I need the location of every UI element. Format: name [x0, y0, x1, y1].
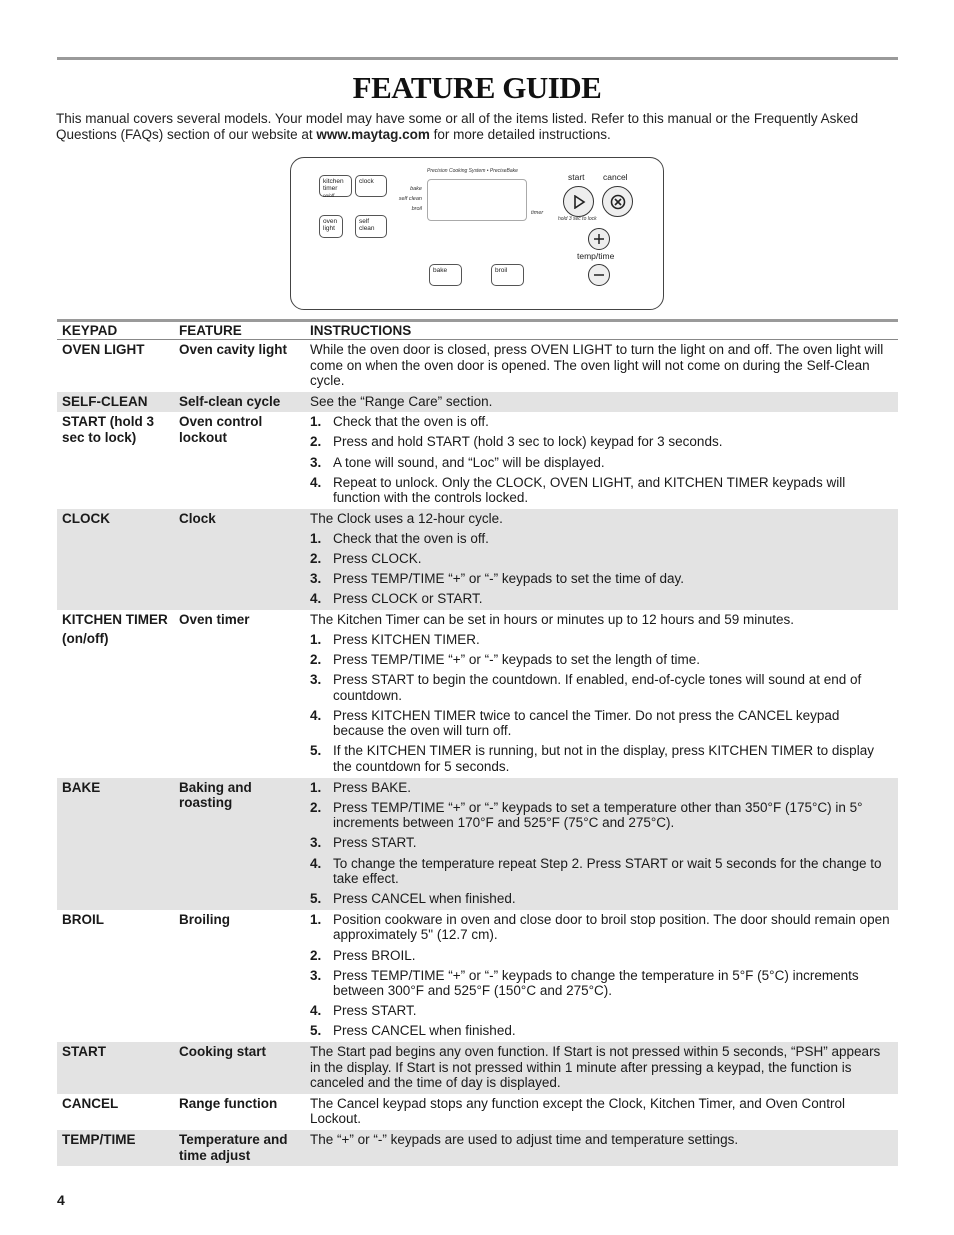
cancel-button [602, 186, 633, 217]
feature-cell: Oven timer [179, 611, 250, 627]
step-text: Press START. [333, 1003, 417, 1019]
keypad-name: BAKE [62, 779, 101, 795]
step-text: Press CLOCK or START. [333, 591, 483, 607]
instruction-text: While the oven door is closed, press OVEN LIGHT to turn the light on and off. The oven light will come on when the oven door is opened. The oven light will not come on during the Self-Clean cycle. [310, 342, 884, 389]
table-row [57, 1042, 898, 1094]
instructions-cell [305, 1044, 898, 1091]
table-body [57, 340, 898, 1166]
step-number: 2. [310, 434, 322, 450]
feature-cell: Baking and roasting [179, 779, 252, 811]
feature-cell: Cooking start [179, 1043, 267, 1059]
instruction-text: The “+” or “-” keypads are used to adjust time and temperature settings. [310, 1131, 739, 1147]
feature-table [57, 322, 898, 1166]
step-text: Press TEMP/TIME “+” or “-” keypads to set a temperature other than 350°F (175°C) in 5° increments between 170°F and 525°F (75°C and 275°C). [333, 799, 863, 831]
instruction-step [310, 414, 890, 430]
keypad-cell [57, 342, 174, 389]
minus-icon [593, 269, 605, 281]
page-number: 4 [57, 1192, 65, 1208]
play-icon [572, 195, 586, 209]
timer-indicator: timer [531, 210, 544, 216]
instruction-step [310, 632, 890, 648]
feature-cell: Oven control lockout [179, 414, 263, 445]
step-number: 2. [310, 799, 322, 815]
temp-time-plus-button [588, 228, 610, 250]
broil-pad [491, 264, 524, 286]
step-text: Repeat to unlock. Only the CLOCK, OVEN LIGHT, and KITCHEN TIMER keypads will function with the controls locked. [333, 474, 846, 506]
header-instructions: INSTRUCTIONS [310, 323, 412, 338]
step-text: Press START. [333, 835, 417, 851]
instruction-step [310, 475, 890, 506]
keypad-cell [57, 612, 174, 775]
top-rule [57, 57, 898, 60]
step-number: 5. [310, 743, 322, 759]
table-row [57, 610, 898, 778]
instruction-step [310, 708, 890, 739]
instruction-step [310, 571, 890, 587]
page-title: FEATURE GUIDE [352, 70, 602, 105]
table-row [57, 340, 898, 392]
clock-label: clock [359, 178, 374, 185]
plus-icon [593, 233, 605, 245]
header-keypad: KEYPAD [62, 323, 118, 338]
step-number: 5. [310, 891, 322, 907]
intro-text: This manual covers several models. Your model may have some or all of the items listed. Refer to this manual or the Frequently Asked Questions (FAQs) section of our website at [56, 111, 859, 142]
kitchen-timer-sub-label: on/off [323, 193, 335, 198]
feature-cell: Self-clean cycle [179, 393, 281, 409]
step-text: Press START to begin the countdown. If enabled, end-of-cycle tones will sound at end of countdown. [333, 672, 862, 703]
instruction-step [310, 780, 890, 796]
keypad-name: CANCEL [62, 1095, 119, 1111]
keypad-cell [57, 394, 174, 410]
instruction-step [310, 531, 890, 547]
panel-display [427, 179, 527, 221]
start-button [563, 186, 594, 217]
oven-light-pad [319, 215, 343, 238]
keypad-cell [57, 780, 174, 907]
instruction-step [310, 455, 890, 471]
self-clean-pad [355, 215, 387, 238]
intro-paragraph [56, 111, 901, 142]
instruction-step [310, 835, 890, 851]
keypad-name: TEMP/TIME [62, 1131, 136, 1147]
keypad-name: BROIL [62, 911, 104, 927]
step-number: 3. [310, 967, 322, 983]
feature-cell: Range function [179, 1095, 278, 1111]
table-row [57, 412, 898, 508]
step-number: 1. [310, 530, 322, 546]
intro-text-end: for more detailed instructions. [429, 126, 611, 142]
instruction-step [310, 551, 890, 567]
table-row [57, 778, 898, 910]
keypad-cell [57, 414, 174, 505]
instruction-step [310, 591, 890, 607]
instructions-cell [305, 612, 898, 775]
keypad-subname: (on/off) [62, 631, 109, 647]
keypad-cell [57, 1096, 174, 1127]
cancel-label: cancel [603, 172, 628, 182]
instruction-step [310, 891, 890, 907]
instruction-text: The Clock uses a 12-hour cycle. [310, 510, 503, 526]
step-text: A tone will sound, and “Loc” will be displayed. [333, 454, 605, 470]
step-number: 4. [310, 591, 322, 607]
step-number: 3. [310, 835, 322, 851]
keypad-cell [57, 1132, 174, 1163]
mode-self-clean: self clean [398, 196, 422, 202]
table-row [57, 1130, 898, 1166]
instruction-step [310, 1023, 890, 1039]
instructions-cell [305, 342, 898, 389]
table-row [57, 910, 898, 1042]
temp-time-label: temp/time [577, 251, 615, 261]
feature-cell: Broiling [179, 911, 230, 927]
step-number: 4. [310, 855, 322, 871]
instructions-cell [305, 1096, 898, 1127]
step-number: 4. [310, 1003, 322, 1019]
step-number: 1. [310, 414, 322, 430]
table-row [57, 392, 898, 413]
instruction-step [310, 912, 890, 943]
instruction-text: The Kitchen Timer can be set in hours or minutes up to 12 hours and 59 minutes. [310, 611, 795, 627]
step-text: Check that the oven is off. [333, 530, 489, 546]
table-row [57, 1094, 898, 1130]
feature-cell: Temperature and time adjust [179, 1131, 288, 1163]
step-text: Press BAKE. [333, 779, 412, 795]
instruction-text: See the “Range Care” section. [310, 393, 493, 409]
mode-broil: broil [411, 206, 422, 212]
step-number: 3. [310, 672, 322, 688]
instruction-step [310, 1003, 890, 1019]
step-number: 2. [310, 652, 322, 667]
step-number: 1. [310, 779, 322, 795]
kitchen-timer-label-1: kitchen [323, 178, 344, 185]
instruction-text: The Cancel keypad stops any function except the Clock, Kitchen Timer, and Oven Control Lockout. [310, 1095, 846, 1127]
start-label: start [568, 172, 585, 182]
step-text: Press TEMP/TIME “+” or “-” keypads to set the length of time. [333, 652, 700, 667]
step-text: Position cookware in oven and close door to broil stop position. The door should remain open approximately 5" (12.7 cm). [333, 911, 890, 943]
step-number: 5. [310, 1023, 322, 1039]
website-link[interactable]: www.maytag.com [316, 126, 430, 142]
instruction-step [310, 856, 890, 887]
step-text: To change the temperature repeat Step 2. Press START or wait 5 seconds for the change to take effect. [333, 855, 882, 887]
oven-light-label-1: oven [323, 218, 338, 225]
bake-label: bake [433, 267, 448, 274]
self-clean-label-2: clean [359, 225, 375, 232]
keypad-name: CLOCK [62, 510, 110, 526]
bake-pad [429, 264, 462, 286]
table-row [57, 509, 898, 610]
feature-cell: Clock [179, 510, 216, 526]
instruction-step [310, 672, 890, 703]
cancel-icon [610, 194, 626, 210]
instruction-step [310, 743, 890, 774]
keypad-name: START [62, 1043, 106, 1059]
step-number: 1. [310, 631, 322, 647]
brand-line: Precision Cooking System • PreciseBake [427, 168, 518, 174]
kitchen-timer-pad [319, 175, 352, 197]
step-text: Press TEMP/TIME “+” or “-” keypads to change the temperature in 5°F (5°C) increments between 300°F and 525°F (150°C and 275°C). [333, 967, 859, 999]
instructions-cell [305, 414, 898, 505]
instruction-text: The Start pad begins any oven function. If Start is not pressed within 5 seconds, “PSH” appears in the display. If Start is not pressed within 1 minute after pressing a keypad, the function is canceled and the time of day is displayed. [310, 1043, 881, 1091]
step-number: 2. [310, 551, 322, 567]
keypad-cell [57, 912, 174, 1039]
instruction-step [310, 800, 890, 831]
feature-cell: Oven cavity light [179, 342, 288, 357]
step-text: Check that the oven is off. [333, 414, 489, 430]
step-number: 1. [310, 911, 322, 927]
step-text: Press CANCEL when finished. [333, 1023, 516, 1039]
keypad-cell [57, 511, 174, 607]
step-text: Press KITCHEN TIMER. [333, 631, 480, 647]
kitchen-timer-label-2: timer [323, 185, 338, 192]
temp-time-minus-button [588, 264, 610, 286]
hold-lock-note: hold 3 sec to lock [558, 216, 597, 222]
mode-bake: bake [410, 186, 422, 192]
header-feature: FEATURE [179, 323, 242, 338]
instruction-step [310, 434, 890, 450]
step-number: 4. [310, 474, 322, 490]
instruction-step [310, 652, 890, 668]
step-text: Press CANCEL when finished. [333, 891, 516, 907]
instructions-cell [305, 1132, 898, 1163]
table-header [57, 322, 898, 340]
keypad-name: SELF-CLEAN [62, 393, 148, 409]
step-text: Press TEMP/TIME “+” or “-” keypads to set the time of day. [333, 571, 684, 587]
instruction-step [310, 968, 890, 999]
step-text: Press BROIL. [333, 947, 416, 963]
keypad-cell [57, 1044, 174, 1091]
instructions-cell [305, 394, 898, 410]
step-number: 4. [310, 707, 322, 723]
instructions-cell [305, 912, 898, 1039]
keypad-name: KITCHEN TIMER [62, 611, 168, 627]
instructions-cell [305, 511, 898, 607]
oven-light-label-2: light [323, 225, 335, 232]
step-number: 3. [310, 454, 322, 470]
step-text: If the KITCHEN TIMER is running, but not in the display, press KITCHEN TIMER to display the countdown for 5 seconds. [333, 743, 874, 775]
keypad-name: OVEN LIGHT [62, 342, 145, 357]
step-text: Press and hold START (hold 3 sec to lock) keypad for 3 seconds. [333, 434, 723, 450]
step-text: Press CLOCK. [333, 551, 422, 567]
step-number: 3. [310, 571, 322, 587]
self-clean-label-1: self [359, 218, 370, 225]
instructions-cell [305, 780, 898, 907]
instruction-step [310, 948, 890, 964]
control-panel-diagram [290, 157, 664, 310]
step-text: Press KITCHEN TIMER twice to cancel the Timer. Do not press the CANCEL keypad because the oven will turn off. [333, 707, 840, 739]
step-number: 2. [310, 947, 322, 963]
keypad-name: START (hold 3 sec to lock) [62, 414, 154, 445]
broil-label: broil [495, 267, 508, 274]
